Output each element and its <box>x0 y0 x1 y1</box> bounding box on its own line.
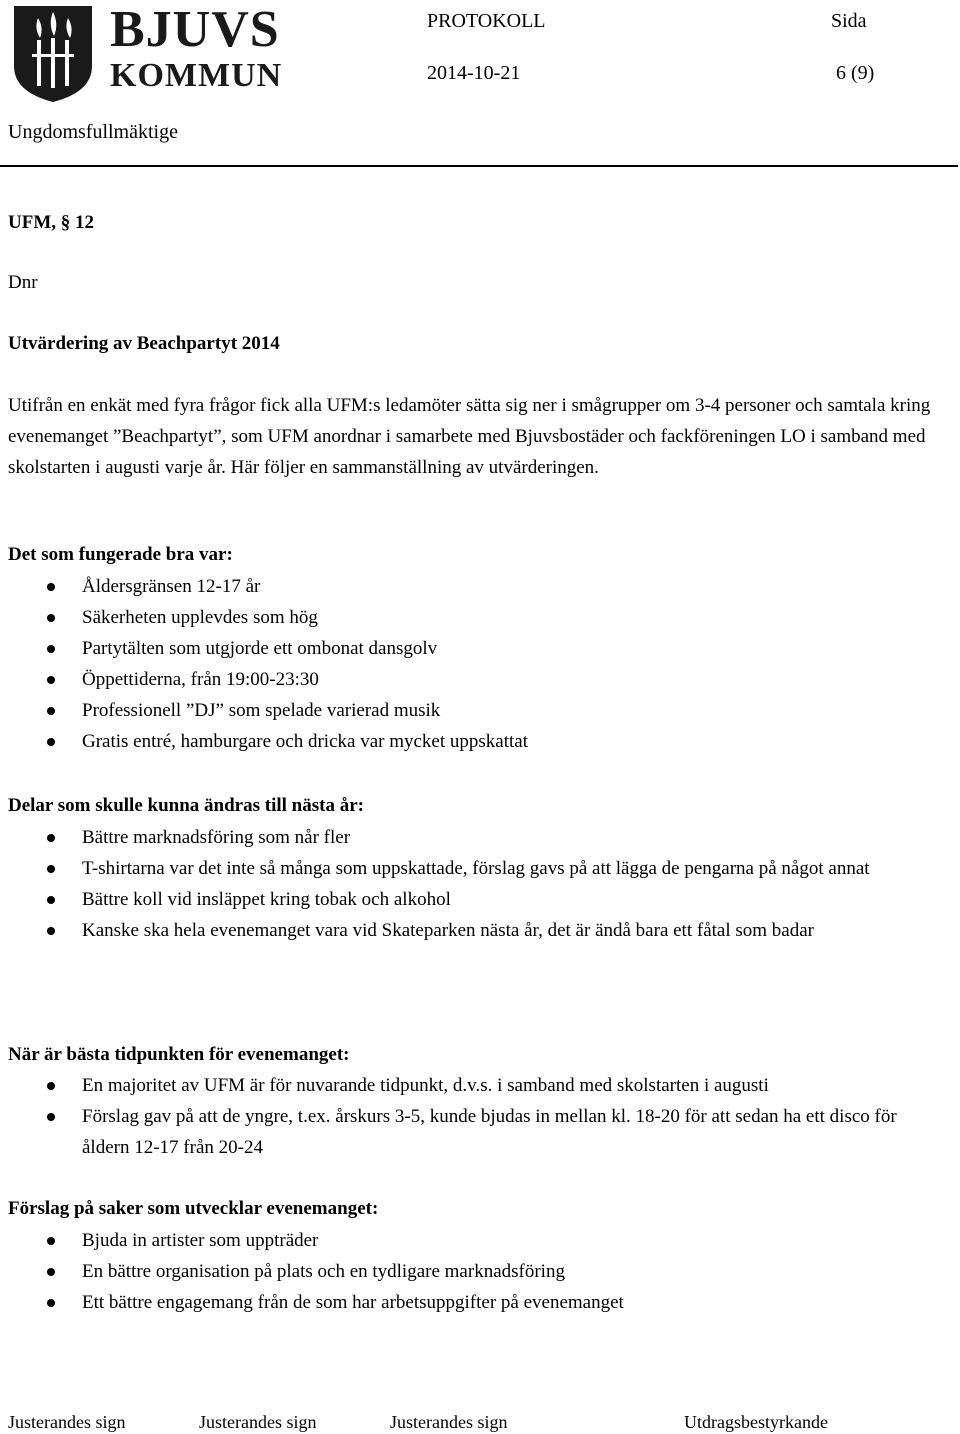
list-item: Partytälten som utgjorde ett ombonat dansgolv <box>0 633 940 664</box>
page-label: Sida <box>831 10 867 32</box>
list-changes <box>0 822 940 946</box>
group-heading-changes: Delar som skulle kunna ändras till nästa år: <box>8 795 364 816</box>
bullet-icon <box>47 1299 55 1307</box>
list-item: T-shirtarna var det inte så många som uppskattade, förslag gavs på att lägga de pengarna på något annat <box>0 853 940 884</box>
logo-word-bjuvs: BJUVS <box>110 1 280 58</box>
bullet-icon <box>47 865 55 873</box>
list-item: Bättre marknadsföring som når fler <box>0 822 940 853</box>
list-item: En bättre organisation på plats och en tydligare marknadsföring <box>0 1256 940 1287</box>
list-improvements <box>0 1225 940 1318</box>
bullet-icon <box>47 738 55 746</box>
list-best-time <box>0 1070 940 1163</box>
bullet-icon <box>47 614 55 622</box>
group-heading-best-time: När är bästa tidpunkten för evenemanget: <box>8 1044 350 1065</box>
list-item: Förslag gav på att de yngre, t.ex. årskurs 3-5, kunde bjudas in mellan kl. 18-20 för att sedan ha ett disco för åldern 12-17 från 20-24 <box>0 1101 940 1163</box>
bullet-icon <box>47 676 55 684</box>
list-item: Professionell ”DJ” som spelade varierad musik <box>0 695 940 726</box>
intro-paragraph: Utifrån en enkät med fyra frågor fick alla UFM:s ledamöter sätta sig ner i smågrupper om 3-4 personer och samtala kring evenemanget ”Beachpartyt”, som UFM anordnar i samarbete med Bjuvsbostäder och fackföreningen LO i samband med skolstarten i augusti varje år. Här följer en sammanställning av utvärderingen. <box>8 395 931 478</box>
torch-emblem-icon <box>8 4 98 104</box>
section-title: Utvärdering av Beachpartyt 2014 <box>8 333 280 354</box>
bullet-icon <box>47 896 55 904</box>
list-item: Bättre koll vid insläppet kring tobak och alkohol <box>0 884 940 915</box>
bullet-icon <box>47 707 55 715</box>
footer-sign-2: Justerandes sign <box>199 1412 317 1432</box>
dnr-label: Dnr <box>8 272 38 293</box>
bullet-icon <box>47 583 55 591</box>
meeting-date: 2014-10-21 <box>427 62 521 84</box>
bullet-icon <box>47 645 55 653</box>
bullet-icon <box>47 1082 55 1090</box>
logo-word-kommun: KOMMUN <box>110 57 283 94</box>
document-type: PROTOKOLL <box>427 10 546 32</box>
list-item: Kanske ska hela evenemanget vara vid Skateparken nästa år, det är ändå bara ett fåtal som badar <box>0 915 940 946</box>
page-number: 6 (9) <box>836 62 875 84</box>
committee-name: Ungdomsfullmäktige <box>8 121 178 143</box>
footer-sign-1: Justerandes sign <box>8 1412 126 1432</box>
bullet-icon <box>47 834 55 842</box>
header-divider <box>0 165 958 167</box>
list-item: Åldersgränsen 12-17 år <box>0 571 940 602</box>
bullet-icon <box>47 1268 55 1276</box>
footer-sign-3: Justerandes sign <box>390 1412 508 1432</box>
list-item: Gratis entré, hamburgare och dricka var mycket uppskattat <box>0 726 940 757</box>
bullet-icon <box>47 1113 55 1121</box>
list-item: En majoritet av UFM är för nuvarande tidpunkt, d.v.s. i samband med skolstarten i augusti <box>0 1070 940 1101</box>
list-item: Bjuda in artister som uppträder <box>0 1225 940 1256</box>
group-heading-improvements: Förslag på saker som utvecklar evenemanget: <box>8 1198 379 1219</box>
municipality-logo <box>8 1 283 104</box>
group-heading-worked-well: Det som fungerade bra var: <box>8 544 233 565</box>
bullet-icon <box>47 1237 55 1245</box>
footer-extract-certification: Utdragsbestyrkande <box>684 1412 828 1432</box>
list-worked-well <box>0 571 940 757</box>
list-item: Säkerheten upplevdes som hög <box>0 602 940 633</box>
list-item: Öppettiderna, från 19:00-23:30 <box>0 664 940 695</box>
list-item: Ett bättre engagemang från de som har arbetsuppgifter på evenemanget <box>0 1287 940 1318</box>
bullet-icon <box>47 927 55 935</box>
paragraph-reference: UFM, § 12 <box>8 212 95 233</box>
